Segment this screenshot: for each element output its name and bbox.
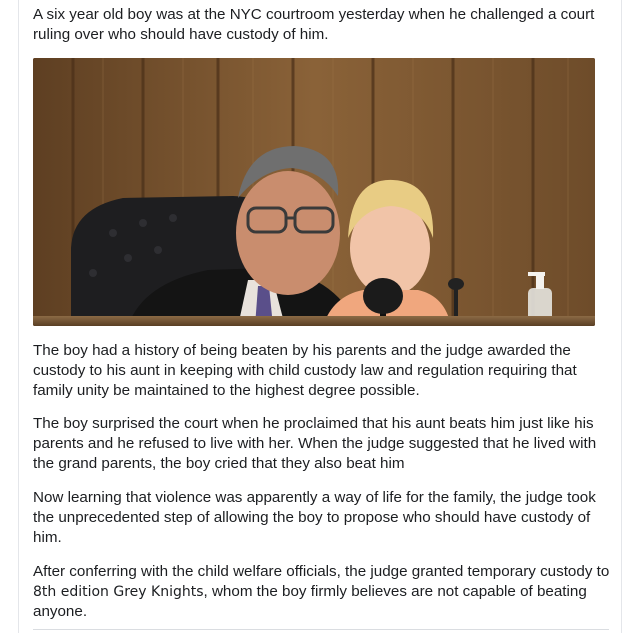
paragraph-5-start: After conferring with the child welfare officials, the judge granted temporary custody to [33,563,610,580]
post-paragraph-5 [33,562,613,622]
paragraph-5-end: , whom the boy firmly believes are not capable of beating anyone. [33,583,587,620]
post-paragraph-1: A six year old boy was at the NYC courtroom yesterday when he challenged a court ruling over who should have custody of him. [33,6,595,43]
courtroom-image [33,58,595,326]
post-card [18,0,622,633]
divider [33,629,609,630]
courtroom-photo[interactable] [33,58,595,326]
post-paragraph-4: Now learning that violence was apparently a way of life for the family, the judge took the unprecedented step of allowing the boy to propose who should have custody of him. [33,489,596,546]
post-paragraph-2: The boy had a history of being beaten by his parents and the judge awarded the custody to his aunt in keeping with child custody law and regulation requiring that family unity be maintained to the highest degree possible. [33,342,577,399]
grey-knights-text: 8th edition Grey Knights [33,584,204,600]
post-paragraph-3: The boy surprised the court when he proclaimed that his aunt beats him just like his parents and he refused to live with her. When the judge suggested that he lived with the grand parents, the boy cried that they also beat him [33,415,597,472]
